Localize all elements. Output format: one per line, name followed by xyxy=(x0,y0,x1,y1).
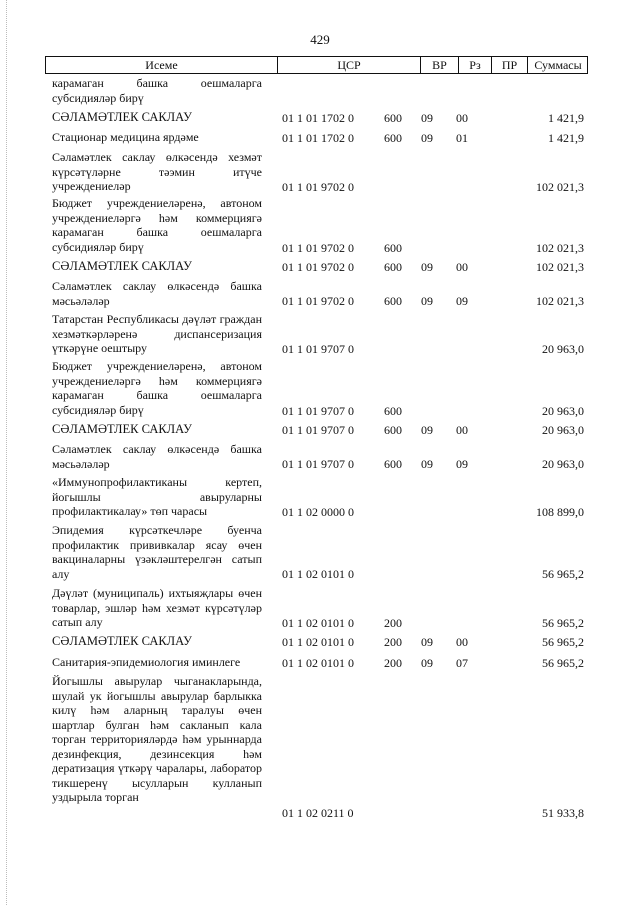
row-rz: 09 xyxy=(421,259,433,274)
row-rz: 09 xyxy=(421,293,433,308)
row-rz: 09 xyxy=(421,422,433,437)
row-sum: 56 965,2 xyxy=(542,566,584,581)
row-pr: 01 xyxy=(456,130,468,145)
table-row xyxy=(0,76,640,105)
row-sum: 102 021,3 xyxy=(536,179,584,194)
row-sum: 102 021,3 xyxy=(536,259,584,274)
row-name: Сәламәтлек саклау өлкәсендә башка мәсьәләләр xyxy=(52,279,262,308)
row-pr: 00 xyxy=(456,110,468,125)
row-csr: 01 1 02 0000 0 xyxy=(282,504,354,519)
row-vr: 200 xyxy=(384,634,402,649)
row-sum: 56 965,2 xyxy=(542,615,584,630)
table-row xyxy=(0,196,640,255)
header-pr: ПР xyxy=(492,57,528,73)
table-row xyxy=(0,586,640,630)
row-sum: 20 963,0 xyxy=(542,456,584,471)
header-vr: ВР xyxy=(421,57,459,73)
row-csr: 01 1 02 0211 0 xyxy=(282,805,354,820)
row-name: СӘЛАМӘТЛЕК САКЛАУ xyxy=(52,634,192,648)
row-name: СӘЛАМӘТЛЕК САКЛАУ xyxy=(52,259,192,273)
row-name: Бюджет учреждениеләренә, автоном учреждениеләргә һәм коммерциягә карамаган башка оешмаларга субсидияләр бирү xyxy=(52,359,262,417)
row-csr: 01 1 01 9702 0 xyxy=(282,259,354,274)
row-name: Сәламәтлек саклау өлкәсендә хезмәт күрсәтүләрне тәэмин итүче учреждениеләр xyxy=(52,150,262,193)
row-rz: 09 xyxy=(421,130,433,145)
row-rz: 09 xyxy=(421,456,433,471)
row-name: карамаган башка оешмаларга субсидияләр бирү xyxy=(52,76,262,105)
row-csr: 01 1 01 9707 0 xyxy=(282,403,354,418)
row-csr: 01 1 01 9702 0 xyxy=(282,240,354,255)
row-csr: 01 1 01 9702 0 xyxy=(282,179,354,194)
row-csr: 01 1 02 0101 0 xyxy=(282,615,354,630)
row-csr: 01 1 01 9707 0 xyxy=(282,422,354,437)
row-vr: 600 xyxy=(384,259,402,274)
row-csr: 01 1 01 1702 0 xyxy=(282,130,354,145)
row-csr: 01 1 02 0101 0 xyxy=(282,566,354,581)
page-number: 429 xyxy=(310,32,330,47)
row-csr: 01 1 01 9702 0 xyxy=(282,293,354,308)
table-row xyxy=(0,312,640,356)
row-pr: 07 xyxy=(456,655,468,670)
table-row xyxy=(0,634,640,649)
row-pr: 00 xyxy=(456,422,468,437)
row-name: Санитария-эпидемиология иминлеге xyxy=(52,655,241,669)
table-row xyxy=(0,442,640,471)
row-name: Эпидемия күрсәткечләре буенча профилактик прививкалар ясау өчен вакциналарны үзәкләштерелгән сатып алу xyxy=(52,523,262,581)
table-row xyxy=(0,150,640,194)
table-row xyxy=(0,110,640,125)
row-pr: 00 xyxy=(456,259,468,274)
row-name: Сәламәтлек саклау өлкәсендә башка мәсьәләләр xyxy=(52,442,262,471)
table-row xyxy=(0,359,640,418)
row-vr: 600 xyxy=(384,110,402,125)
row-name: СӘЛАМӘТЛЕК САКЛАУ xyxy=(52,422,192,436)
table-row xyxy=(0,674,640,820)
header-rz: Рз xyxy=(459,57,492,73)
row-sum: 1 421,9 xyxy=(548,130,584,145)
row-csr: 01 1 01 1702 0 xyxy=(282,110,354,125)
row-sum: 1 421,9 xyxy=(548,110,584,125)
row-rz: 09 xyxy=(421,110,433,125)
row-pr: 00 xyxy=(456,634,468,649)
row-name: Татарстан Республикасы дәүләт граждан хезмәткәрләренә диспансеризация үткәрүне оештыру xyxy=(52,312,262,355)
row-pr: 09 xyxy=(456,293,468,308)
row-sum: 20 963,0 xyxy=(542,403,584,418)
header-csr: ЦСР xyxy=(278,57,421,73)
row-vr: 600 xyxy=(384,403,402,418)
row-vr: 200 xyxy=(384,655,402,670)
row-name: Йогышлы авырулар чыганакларында, шулай ук йогышлы авырулар барлыкка килү һәм аларның таралуы өчен шартлар булган һәм сакланып кала торган территорияләрдә һәм урыннарда дезинфекция, дезинсекция һәм дератизация үткәрү чаралары, лаборатор тикшеренү ысулларын кулланып уздырыла торган xyxy=(52,674,262,804)
table-row xyxy=(0,523,640,581)
header-name: Исеме xyxy=(46,57,278,73)
row-csr: 01 1 01 9707 0 xyxy=(282,341,354,356)
row-sum: 102 021,3 xyxy=(536,240,584,255)
row-rz: 09 xyxy=(421,634,433,649)
row-sum: 56 965,2 xyxy=(542,634,584,649)
row-sum: 56 965,2 xyxy=(542,655,584,670)
header-sum: Суммасы xyxy=(534,58,582,72)
row-sum: 20 963,0 xyxy=(542,341,584,356)
row-name: «Иммунопрофилактиканы кертеп, йогышлы авыруларны профилактикалау» төп чарасы xyxy=(52,475,262,518)
row-rz: 09 xyxy=(421,655,433,670)
row-csr: 01 1 02 0101 0 xyxy=(282,634,354,649)
row-name: Бюджет учреждениеләренә, автоном учреждениеләргә һәм коммерциягә карамаган башка оешмаларга субсидияләр бирү xyxy=(52,196,262,254)
row-sum: 51 933,8 xyxy=(542,805,584,820)
row-csr: 01 1 01 9707 0 xyxy=(282,456,354,471)
table-row xyxy=(0,279,640,308)
row-vr: 600 xyxy=(384,240,402,255)
table-row xyxy=(0,655,640,670)
row-sum: 108 899,0 xyxy=(536,504,584,519)
row-pr: 09 xyxy=(456,456,468,471)
row-vr: 600 xyxy=(384,293,402,308)
row-sum: 20 963,0 xyxy=(542,422,584,437)
table-row xyxy=(0,475,640,519)
row-vr: 600 xyxy=(384,422,402,437)
row-vr: 600 xyxy=(384,456,402,471)
row-name: Дәүләт (муниципаль) ихтыяҗлары өчен товарлар, эшләр һәм хезмәт күрсәтүләр сатып алу xyxy=(52,586,262,629)
row-name: СӘЛАМӘТЛЕК САКЛАУ xyxy=(52,110,192,124)
table-row xyxy=(0,259,640,274)
row-csr: 01 1 02 0101 0 xyxy=(282,655,354,670)
row-name: Стационар медицина ярдәме xyxy=(52,130,199,144)
row-vr: 200 xyxy=(384,615,402,630)
table-row xyxy=(0,130,640,145)
row-sum: 102 021,3 xyxy=(536,293,584,308)
row-vr: 600 xyxy=(384,130,402,145)
table-row xyxy=(0,422,640,437)
